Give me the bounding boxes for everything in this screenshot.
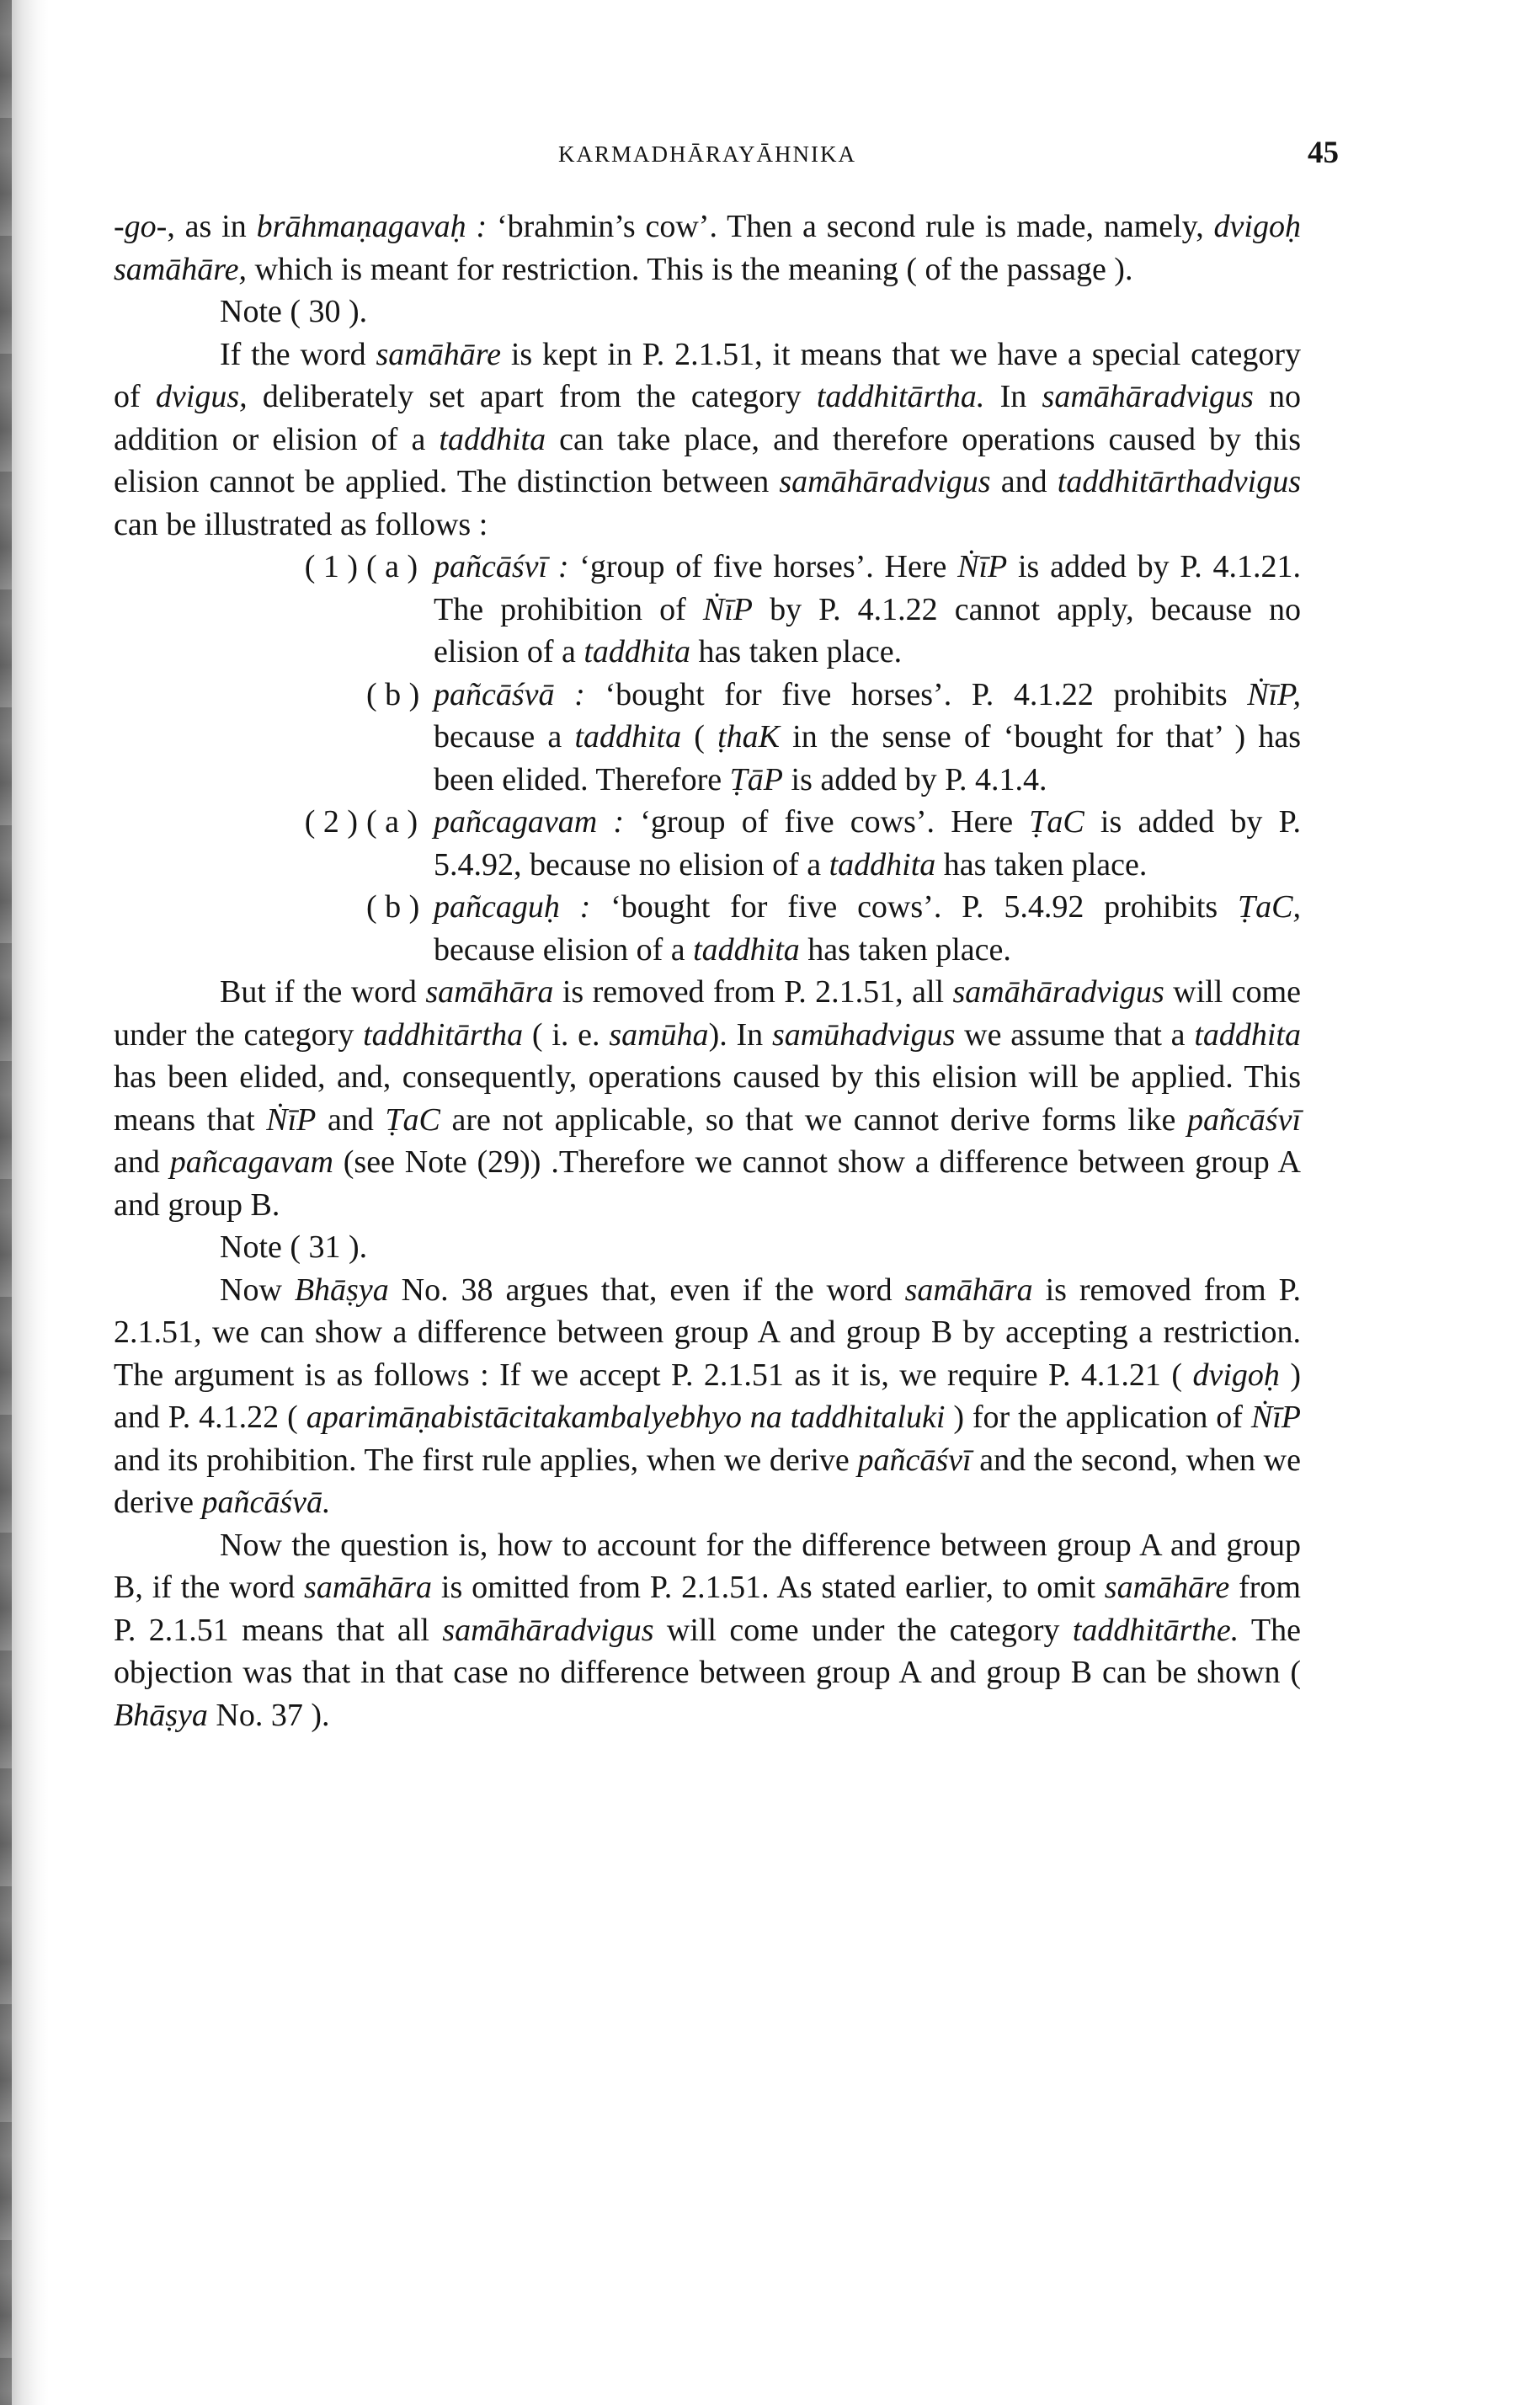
list-item-text: pañcāśvī : ‘group of five horses’. Here ṄīP is added by P. 4.1.21. The prohibition of ṄīP by P. 4.1.22 cannot apply, because no elision of a taddhita has taken place. [434, 549, 1302, 669]
paragraph-4: Now Bhāṣya No. 38 argues that, even if the word samāhāra is removed from P. 2.1.51, we can show a difference between group A and group B by accepting a restriction. The argument is as follows : If we accept P. 2.1.51 as it is, we require P. 4.1.21 ( dvigoḥ ) and P. 4.1.22 ( aparimāṇabistācitakambalyebhyo na taddhitaluki ) for the application of ṄīP and its prohibition. The first rule applies, when we derive pañcāśvī and the second, when we derive pañcāśvā. [114, 1272, 1301, 1520]
example-list [290, 546, 1301, 971]
binding-edge [0, 0, 12, 2405]
list-letter: ( a ) [366, 549, 418, 584]
list-item-1b [363, 674, 1301, 802]
list-letter: ( b ) [366, 676, 420, 712]
list-number: ( 2 ) [304, 804, 358, 840]
running-head: KARMADHĀRAYĀHNIKA [557, 141, 857, 167]
note-30-heading: Note ( 30 ). [220, 294, 368, 329]
page-number: 45 [1308, 136, 1339, 170]
list-item-1a [290, 546, 1301, 674]
list-item-text: pañcaguḥ : ‘bought for five cows’. P. 5.4.92 prohibits ṬaC, because elision of a taddhita has taken place. [434, 889, 1301, 968]
list-letter: ( a ) [366, 804, 418, 840]
paragraph-2: If the word samāhāre is kept in P. 2.1.51, it means that we have a special category of dvigus, deliberately set apart from the category taddhitārtha. In samāhāradvigus no addition or elision of a taddhita can take place, and therefore operations caused by this elision cannot be applied. The distinction between samāhāradvigus and taddhitārthadvigus can be illustrated as follows : [114, 336, 1302, 542]
page-body [114, 205, 1301, 1736]
list-item-text: pañcāśvā : ‘bought for five horses’. P. 4.1.22 prohibits ṄīP, because a taddhita ( ṭhaK in the sense of ‘bought for that’ ) has been elided. Therefore ṬāP is added by P. 4.1.4. [434, 676, 1301, 797]
list-number: ( 1 ) [304, 549, 358, 584]
list-item-2b [363, 886, 1301, 971]
note-31-heading: Note ( 31 ). [220, 1229, 368, 1265]
list-item-2a [290, 801, 1301, 886]
list-letter: ( b ) [366, 889, 420, 925]
list-item-text: pañcagavam : ‘group of five cows’. Here ṬaC is added by P. 5.4.92, because no elision of a taddhita has taken place. [434, 804, 1301, 883]
paragraph-1: -go-, as in brāhmaṇagavaḥ : ‘brahmin’s cow’. Then a second rule is made, namely, dvigoḥ samāhāre, which is meant for restriction. This is the meaning ( of the passage ). [114, 209, 1301, 287]
paragraph-3: But if the word samāhāra is removed from P. 2.1.51, all samāhāradvigus will come under the category taddhitārtha ( i. e. samūha). In samūhadvigus we assume that a taddhita has been elided, and, consequently, operations caused by this elision will be applied. This means that ṄīP and ṬaC are not applicable, so that we cannot derive forms like pañcāśvī and pañcagavam (see Note (29)) .Therefore we cannot show a difference between group A and group B. [114, 974, 1302, 1223]
paragraph-5: Now the question is, how to account for the difference between group A and group B, if the word samāhāra is omitted from P. 2.1.51. As stated earlier, to omit samāhāre from P. 2.1.51 means that all samāhāradvigus will come under the category taddhitārthe. The objection was that in that case no difference between group A and group B can be shown ( Bhāṣya No. 37 ). [114, 1527, 1301, 1733]
page-header [118, 135, 1339, 177]
